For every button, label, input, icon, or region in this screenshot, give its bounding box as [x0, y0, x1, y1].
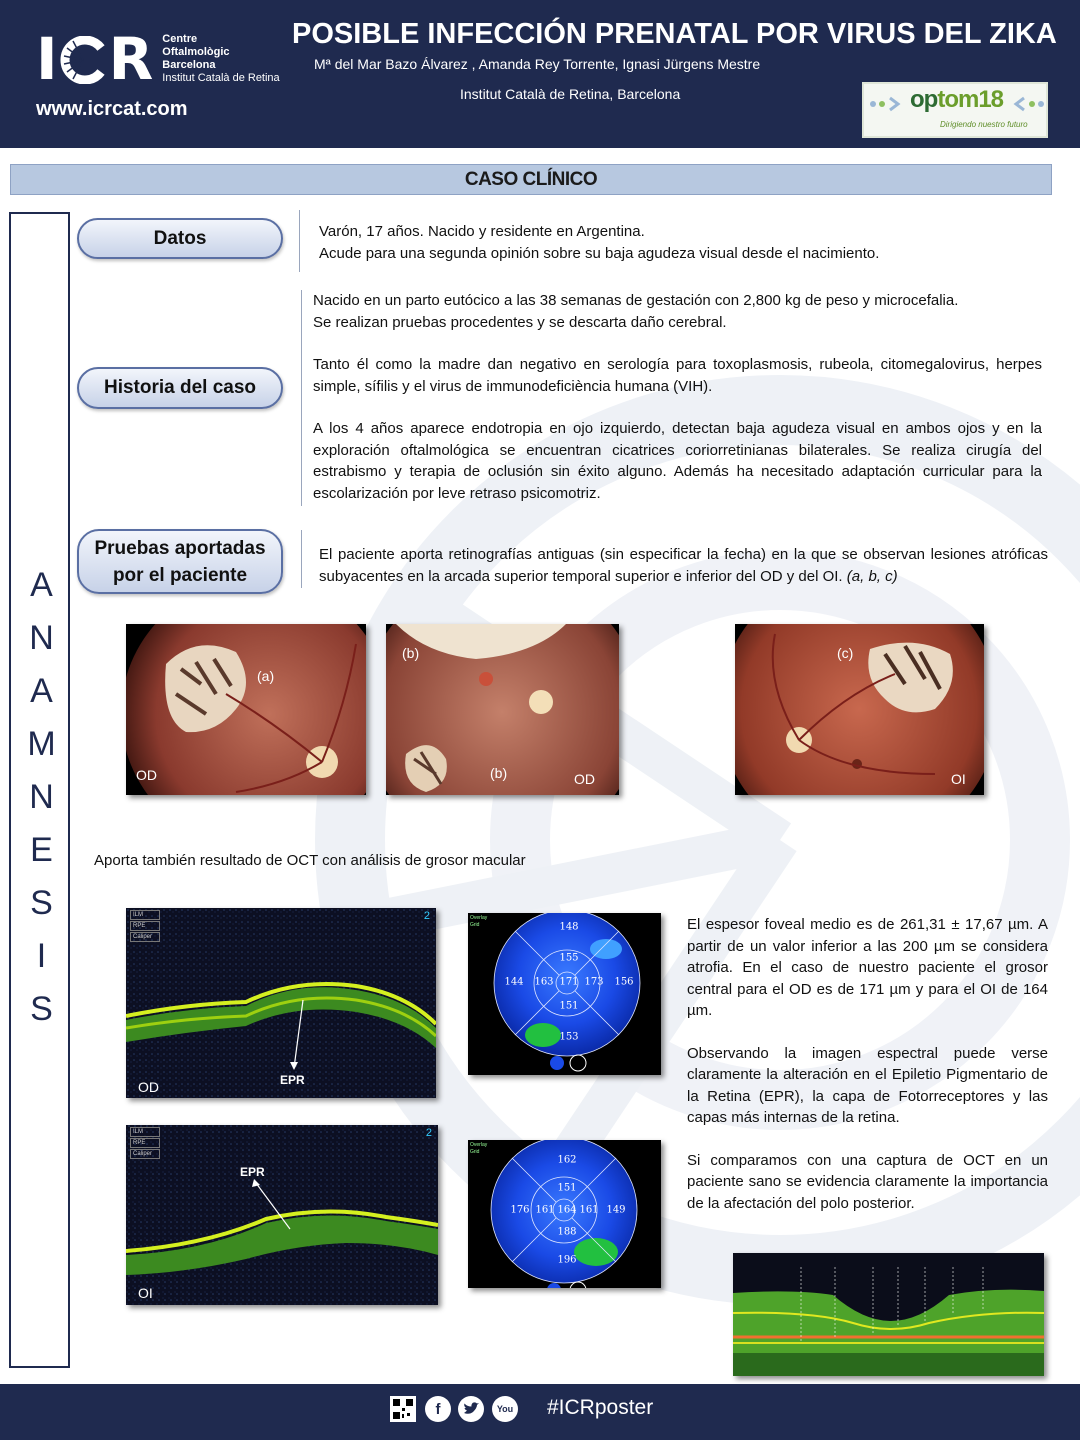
datos-pill: Datos	[77, 218, 283, 259]
anamnesis-letter: N	[29, 619, 54, 657]
anamnesis-letter: I	[36, 937, 47, 975]
divider	[301, 530, 302, 588]
section-title-bar	[10, 164, 1052, 195]
youtube-icon[interactable]: You	[492, 1396, 518, 1422]
anamnesis-letter: S	[30, 990, 53, 1028]
oct-scan-od: ILM RPE Caliper 2 EPR OD	[126, 908, 436, 1098]
divider	[299, 210, 300, 272]
institution: Institut Català de Retina, Barcelona	[460, 86, 681, 102]
pruebas-pill: Pruebas aportadas por el paciente	[77, 529, 283, 594]
hashtag: #ICRposter	[547, 1396, 654, 1419]
historia-text: Nacido en un parto eutócico a las 38 semanas de gestación con 2,800 kg de peso y microcefalia. Se realizan pruebas procedentes y se descarta daño cerebral. Tanto él como la madre dan negativo en serología para toxoplasmosis, rubeola, citomegalovirus, herpes simple, sífilis y el virus de immunodeficiència humana (VIH). A los 4 años aparece endotropia en ojo izquierdo, detectan baja agudeza visual en ambos ojos y en la exploración oftalmológica se encuentran cicatrices coriorretinianas bilaterales. Se realiza cirugía del estrabismo y terapia de oclusión sin éxito alguno. Además ha necesitado adaptación curricular para la escolarización por leve retraso psicomotriz.	[313, 292, 1042, 502]
fundus-photo-b: (b) (b) OD	[386, 624, 619, 795]
fundus-photo-a: (a) OD	[126, 624, 366, 795]
authors: Mª del Mar Bazo Álvarez , Amanda Rey Torrente, Ignasi Jürgens Mestre	[314, 56, 761, 72]
anamnesis-frame	[9, 212, 70, 1368]
anamnesis-letter: E	[30, 831, 53, 869]
healthy-oct-reference	[733, 1253, 1044, 1376]
thickness-map-oi: Overlay Grid 162 151 176 161 164 161 149 188 196	[468, 1140, 661, 1288]
facebook-icon[interactable]: f	[425, 1396, 451, 1422]
oct-intro: Aporta también resultado de OCT con análisis de grosor macular	[94, 852, 526, 869]
anamnesis-letter: A	[30, 672, 53, 710]
footer-banner	[0, 1384, 1080, 1440]
website-link[interactable]: www.icrcat.com	[36, 98, 188, 120]
datos-text: Varón, 17 años. Nacido y residente en Argentina. Acude para una segunda opinión sobre su baja agudeza visual desde el nacimiento.	[319, 223, 880, 262]
anamnesis-letter: M	[27, 725, 56, 763]
thickness-map-od: Overlay Grid 148 155 144 163 171 173 156 151 153	[468, 913, 661, 1075]
anamnesis-letter: N	[29, 778, 54, 816]
optom-logo: optom18 Dirigiendo nuestro futuro	[862, 82, 1048, 138]
poster-title: POSIBLE INFECCIÓN PRENATAL POR VIRUS DEL ZIKA	[292, 18, 1057, 50]
divider	[301, 290, 302, 506]
anamnesis-letter: S	[30, 884, 53, 922]
analysis-text: El espesor foveal medio es de 261,31 ± 17,67 µm. A partir de un valor inferior a las 200 µm se considera atrofia. En el caso de nuestro paciente el grosor central para el OD es de 171 µm y para el OI de 164 µm. Observando la imagen espectral puede verse claramente la alteración en el Epiletio Pigmentario de la Retina (EPR), la capa de Fotorreceptores y las capas más internas de la retina. Si comparamos con una captura de OCT en un paciente sano se evidencia claramente la importancia de la afectación del polo posterior.	[687, 916, 1048, 1212]
icr-logo: I R Centre Oftalmològic Barcelona Institut Català de Retina	[36, 25, 280, 93]
logo-c-mark	[59, 35, 107, 83]
qr-code-icon[interactable]	[390, 1396, 416, 1422]
fundus-photo-c: (c) OI	[735, 624, 984, 795]
twitter-icon[interactable]	[458, 1396, 484, 1422]
section-title: CASO CLÍNICO	[464, 168, 598, 190]
oct-scan-oi: ILM RPE Caliper 2 EPR OI	[126, 1125, 438, 1305]
pruebas-text: El paciente aporta retinografías antiguas (sin especificar la fecha) en la que se observan lesiones atróficas subyacentes en la arcada superior temporal superior e inferior del OD y del OI. (a, b, c)	[319, 546, 1048, 585]
anamnesis-letter: A	[30, 566, 53, 604]
historia-pill: Historia del caso	[77, 367, 283, 409]
